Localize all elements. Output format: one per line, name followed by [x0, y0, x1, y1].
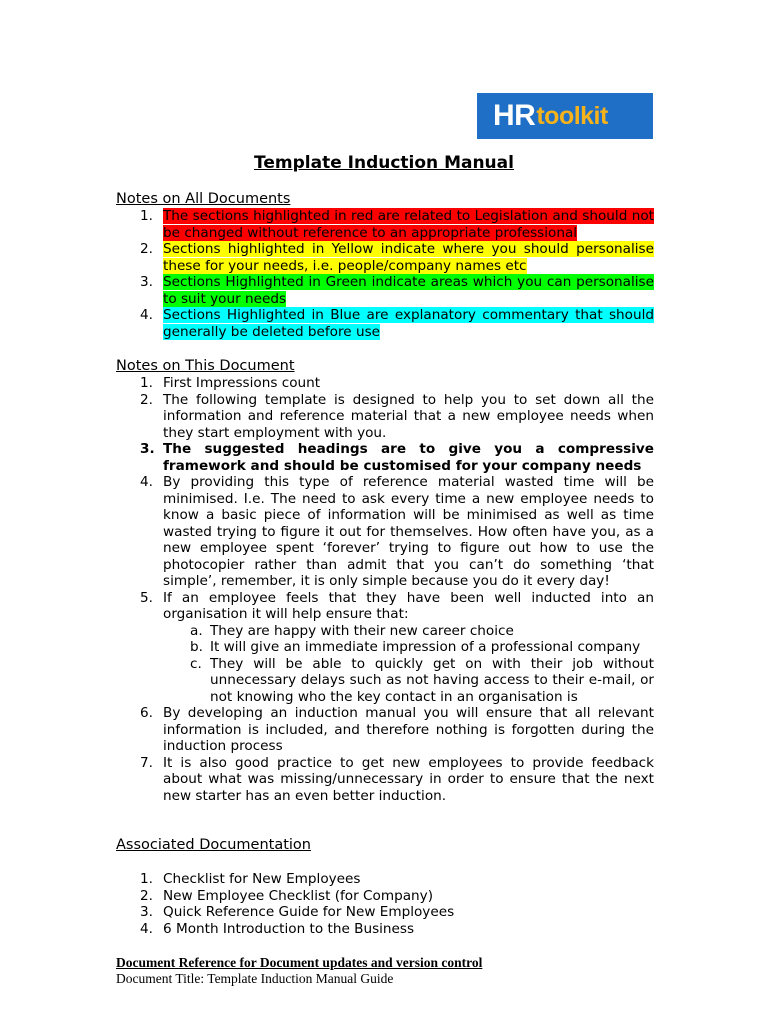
list-number: 3. — [140, 441, 155, 457]
list-item-text: It will give an immediate impression of a professional company — [210, 639, 641, 655]
hr-toolkit-logo — [477, 93, 653, 139]
notes-all-heading: Notes on All Documents — [116, 191, 291, 207]
list-item-text: New Employee Checklist (for Company) — [163, 887, 434, 904]
list-item-text: The suggested headings are to give you a compressive framework and should be customised for your company needs — [163, 441, 654, 474]
list-item-text: By providing this type of reference material wasted time will be minimised. I.e. The need to ask every time a new employee needs to know a basic piece of information will be minimised as well as time wasted trying to figure it out for themselves. How often have you, as a new employee spent ‘forever’ trying to figure out how to use the photocopier rather than admit that you can’t do something ‘that simple’, remember, it is only simple because you do it every day! — [163, 474, 654, 589]
list-number: 1. — [140, 871, 153, 887]
notes-this-list — [116, 375, 654, 804]
list-item-text: 6 Month Introduction to the Business — [163, 920, 415, 937]
list-number: 4. — [140, 474, 153, 490]
list-number: 4. — [140, 920, 153, 937]
list-number: 4. — [140, 307, 153, 323]
document-title-line: Document Title: Template Induction Manual Guide — [116, 971, 394, 986]
list-number: 7. — [140, 754, 153, 771]
notes-all-list — [116, 208, 654, 340]
list-number: 1. — [140, 208, 153, 224]
list-item-text: Quick Reference Guide for New Employees — [163, 904, 455, 920]
sub-list-item — [163, 656, 654, 706]
list-item — [116, 590, 654, 706]
list-item-text: Checklist for New Employees — [163, 871, 361, 887]
list-number: 3. — [140, 274, 153, 290]
list-item-text: It is also good practice to get new employees to provide feedback about what was missing/unnecessary in order to ensure that the next new starter has an even better induction. — [163, 754, 654, 804]
list-item-text: Sections Highlighted in Green indicate areas which you can personalise to suit your needs — [163, 274, 654, 307]
list-number: 2. — [140, 887, 153, 904]
list-item-text: If an employee feels that they have been well inducted into an organisation it will help ensure that: — [163, 589, 654, 622]
list-item — [116, 888, 654, 905]
document-reference-heading: Document Reference for Document updates and version control — [116, 955, 483, 970]
logo-toolkit-text: toolkit — [536, 101, 608, 130]
list-item — [116, 474, 654, 590]
list-item-text: The sections highlighted in red are related to Legislation and should not be changed without reference to an appropriate professional — [163, 208, 654, 241]
list-item — [116, 705, 654, 755]
associated-heading: Associated Documentation — [116, 837, 311, 853]
list-item — [116, 871, 654, 888]
list-number: a. — [190, 622, 203, 639]
list-number: 6. — [140, 705, 153, 721]
list-number: b. — [190, 639, 203, 655]
list-item — [116, 392, 654, 442]
page-title: Template Induction Manual — [254, 153, 514, 173]
list-item-text: By developing an induction manual you will ensure that all relevant information is included, and therefore nothing is forgotten during the induction process — [163, 705, 654, 754]
list-item — [116, 755, 654, 805]
list-item — [116, 904, 654, 921]
logo-hr-text: HR — [493, 99, 536, 132]
list-item-text: Sections Highlighted in Blue are explanatory commentary that should generally be deleted before use — [163, 307, 654, 340]
list-item — [116, 241, 654, 274]
list-number: 2. — [140, 391, 153, 408]
associated-list — [116, 871, 654, 937]
notes-this-heading: Notes on This Document — [116, 358, 295, 374]
list-item-text: Sections highlighted in Yellow indicate where you should personalise these for your needs, i.e. people/company names etc — [163, 241, 654, 274]
list-number: 1. — [140, 375, 153, 391]
list-item — [116, 274, 654, 307]
list-number: 2. — [140, 241, 153, 257]
list-item-text: First Impressions count — [163, 375, 321, 391]
sub-list — [163, 623, 654, 706]
list-item — [116, 307, 654, 340]
list-item — [116, 921, 654, 938]
list-number: c. — [190, 655, 202, 672]
list-item-text: They will be able to quickly get on with their job without unnecessary delays such as not having access to their e-mail, or not knowing who the key contact in an organisation is — [210, 655, 654, 705]
list-number: 3. — [140, 904, 153, 920]
list-item — [116, 441, 654, 474]
list-item-text: The following template is designed to help you to set down all the information and reference material that a new employee needs when they start employment with you. — [163, 391, 654, 441]
list-item — [116, 208, 654, 241]
list-item-text: They are happy with their new career choice — [210, 622, 514, 639]
sub-list-item — [163, 623, 654, 640]
sub-list-item — [163, 639, 654, 656]
list-number: 5. — [140, 589, 153, 606]
list-item — [116, 375, 654, 392]
